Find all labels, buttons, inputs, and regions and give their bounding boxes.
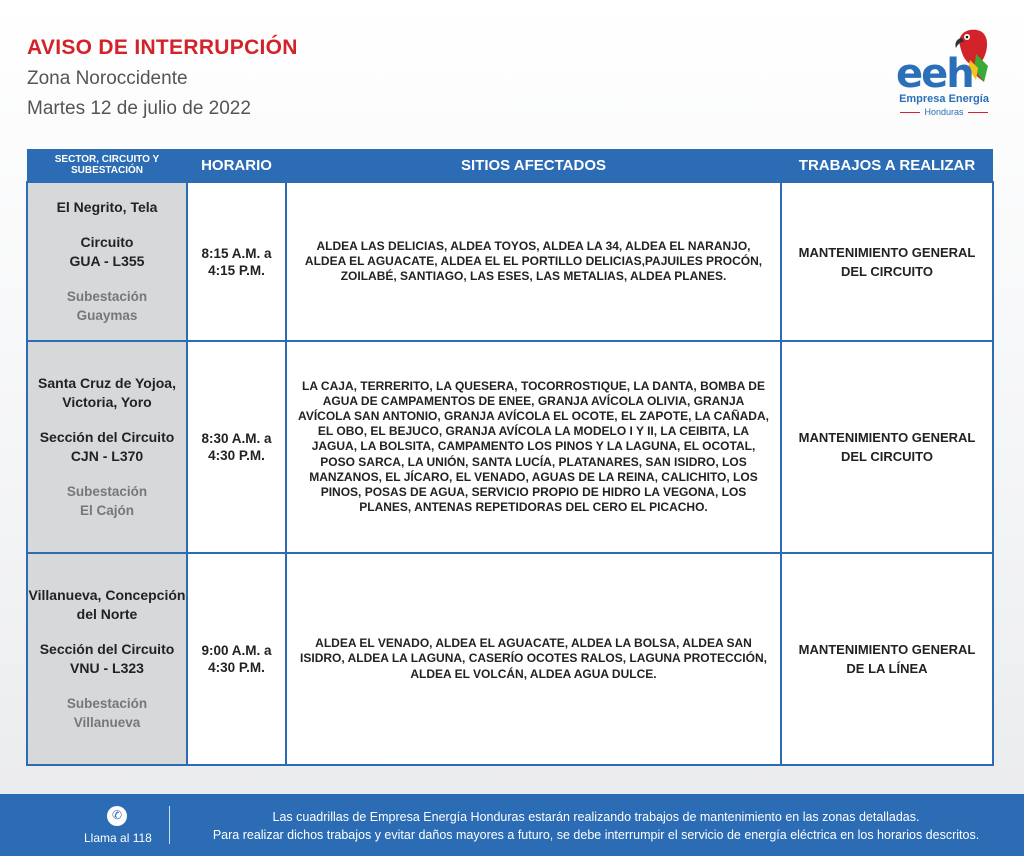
phone-icon[interactable]: ✆ (107, 806, 127, 826)
affected-sites: ALDEA LAS DELICIAS, ALDEA TOYOS, ALDEA LA 34, ALDEA EL NARANJO, ALDEA EL AGUACATE, ALDEA EL EL PORTILLO DELICIAS,PAJUILES PROCÓN, ZOILABÉ, SANTIAGO, LAS ESES, LAS METALIAS, ALDEA PLANES. (286, 182, 781, 341)
work-line: MANTENIMIENTO GENERAL (798, 642, 976, 657)
schedule-start: 8:30 A.M. a (201, 431, 272, 446)
header-horario: HORARIO (187, 149, 286, 182)
circuit-code: CJN - L370 (70, 448, 144, 464)
substation-label: Subestación (66, 696, 148, 711)
call-label[interactable]: Llama al 118 (84, 831, 152, 845)
footer-bar (0, 794, 1024, 856)
table-row (27, 341, 993, 553)
footer-divider (169, 806, 170, 844)
work-cell (781, 341, 993, 553)
table-row (27, 553, 993, 765)
schedule-cell (187, 182, 286, 341)
substation-label: Subestación (66, 289, 148, 304)
footer-line-2: Para realizar dichos trabajos y evitar daños mayores a futuro, se debe interrumpir el servicio de energía eléctrica en los horarios descritos. (212, 828, 980, 842)
work-line: MANTENIMIENTO GENERAL (798, 244, 976, 260)
circuit-code: VNU - L323 (70, 660, 144, 676)
schedule-end: 4:15 P.M. (208, 262, 265, 278)
sector-place: El Negrito, Tela (56, 199, 158, 215)
schedule-end: 4:30 P.M. (208, 660, 265, 675)
interruption-table (26, 149, 994, 766)
affected-sites: LA CAJA, TERRERITO, LA QUESERA, TOCORROSTIQUE, LA DANTA, BOMBA DE AGUA DE CAMPAMENTOS DE ENEE, GRANJA AVÍCOLA OLIVIA, GRANJA AVÍCOLA SAN ANTONIO, GRANJA AVÍCOLA EL OCOTE, EL ZAPOTE, LA CAÑADA, EL OBO, EL BEJUCO, GRANJA AVÍCOLA LA MODELO I Y II, LA CEIBITA, LA JAGUA, LA BOLSITA, CAMPAMENTO LOS PINOS Y LA LAGUNA, EL OCOTAL, POSO SARCA, LA UNIÓN, SANTA LUCÍA, PLATANARES, SAN ISIDRO, LOS MANZANOS, EL JÍCARO, EL VENADO, AGUAS DE LA REINA, CALICHITO, LOS PINOS, POSAS DE AGUA, SERVICIO PROPIO DE HIDRO LA VEGONA, LOS PLANES, ANTENAS REPETIDORAS DEL CERO EL PICACHO. (286, 341, 781, 553)
schedule-end: 4:30 P.M. (208, 448, 265, 463)
substation-name: El Cajón (79, 503, 134, 518)
work-line: MANTENIMIENTO GENERAL (798, 430, 976, 445)
footer-line-1: Las cuadrillas de Empresa Energía Honduras estarán realizando trabajos de mantenimiento en las zonas detalladas. (272, 810, 920, 824)
circuit-label: Sección del Circuito (39, 429, 175, 445)
circuit-code: GUA - L355 (69, 253, 145, 269)
work-line: DE LA LÍNEA (846, 661, 928, 676)
work-cell (781, 182, 993, 341)
substation-name: Guaymas (76, 308, 138, 323)
header-sitios: SITIOS AFECTADOS (286, 149, 781, 182)
date-subtitle: Martes 12 de julio de 2022 (27, 98, 251, 119)
sector-cell (27, 341, 187, 553)
header-trabajos: TRABAJOS A REALIZAR (781, 149, 993, 182)
table-header-row (27, 149, 993, 182)
table-row (27, 182, 993, 341)
schedule-start: 8:15 A.M. a (201, 245, 272, 261)
sector-cell (27, 553, 187, 765)
work-line: DEL CIRCUITO (841, 449, 933, 464)
work-cell (781, 553, 993, 765)
sector-place: Villanueva, Concepción del Norte (28, 587, 186, 622)
schedule-cell (187, 553, 286, 765)
logo-wordmark: eeh (896, 51, 973, 97)
substation-name: Villanueva (73, 715, 141, 730)
sector-place: Santa Cruz de Yojoa, Victoria, Yoro (38, 375, 176, 410)
header-sector: SECTOR, CIRCUITO Y SUBESTACIÓN (27, 149, 187, 182)
affected-sites: ALDEA EL VENADO, ALDEA EL AGUACATE, ALDEA LA BOLSA, ALDEA SAN ISIDRO, ALDEA LA LAGUNA, CASERÍO OCOTES RALOS, LAGUNA PROTECCIÓN, ALDEA EL VOLCÁN, ALDEA AGUA DULCE. (286, 553, 781, 765)
sector-cell (27, 182, 187, 341)
schedule-start: 9:00 A.M. a (201, 643, 272, 658)
company-logo (892, 24, 996, 120)
circuit-label: Sección del Circuito (39, 641, 175, 657)
logo-company-name: Empresa Energía (899, 93, 989, 105)
page-title: AVISO DE INTERRUPCIÓN (27, 36, 298, 59)
work-line: DEL CIRCUITO (841, 263, 933, 279)
logo-country: Honduras (892, 107, 996, 117)
schedule-cell (187, 341, 286, 553)
circuit-label: Circuito (80, 234, 134, 250)
zone-subtitle: Zona Noroccidente (27, 68, 188, 89)
substation-label: Subestación (66, 484, 148, 499)
